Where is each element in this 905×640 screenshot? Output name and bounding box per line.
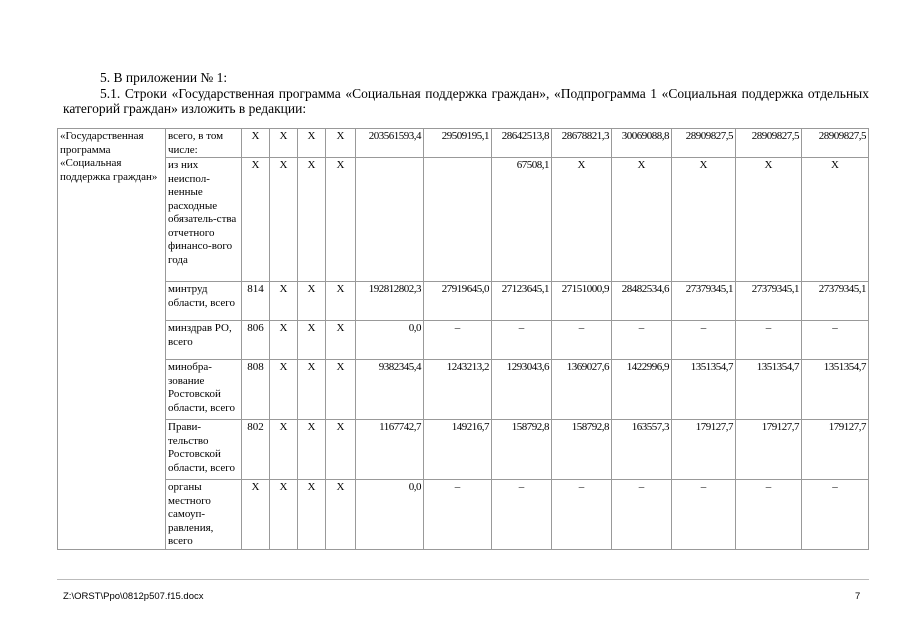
code-cell: X (326, 321, 356, 360)
value-cell: 28678821,3 (552, 129, 612, 158)
code-cell: X (298, 420, 326, 480)
value-cell: – (736, 480, 802, 550)
value-cell: 0,0 (356, 480, 424, 550)
value-cell: 28642513,8 (492, 129, 552, 158)
intro-line-1: 5. В приложении № 1: (100, 70, 228, 85)
value-cell: – (424, 321, 492, 360)
value-cell: 203561593,4 (356, 129, 424, 158)
value-cell: 179127,7 (802, 420, 869, 480)
row-name-cell: минздрав РО, всего (166, 321, 242, 360)
footer-page-number: 7 (855, 591, 861, 602)
value-cell: X (552, 158, 612, 282)
budget-table (57, 128, 869, 550)
row-name-cell: минтруд области, всего (166, 282, 242, 321)
intro-text (63, 70, 869, 117)
value-cell: – (552, 480, 612, 550)
intro-line-2: 5.1. Строки «Государственная программа «Социальная поддержка граждан», «Подпрограмма 1 «Социальная поддержка отдельных категорий граждан» изложить в редакции: (63, 85, 869, 116)
code-cell: X (242, 480, 270, 550)
value-cell: 28909827,5 (802, 129, 869, 158)
code-cell: X (298, 480, 326, 550)
value-cell: 192812802,3 (356, 282, 424, 321)
footer-divider (57, 579, 869, 580)
table-row (58, 282, 869, 321)
value-cell: 29509195,1 (424, 129, 492, 158)
code-cell: 814 (242, 282, 270, 321)
value-cell: 1243213,2 (424, 360, 492, 420)
value-cell: 67508,1 (492, 158, 552, 282)
code-cell: 806 (242, 321, 270, 360)
value-cell: 1351354,7 (736, 360, 802, 420)
value-cell: 28909827,5 (672, 129, 736, 158)
table-row (58, 158, 869, 282)
code-cell: X (326, 129, 356, 158)
value-cell: 28482534,6 (612, 282, 672, 321)
code-cell: X (298, 129, 326, 158)
value-cell: 1422996,9 (612, 360, 672, 420)
table-row (58, 321, 869, 360)
value-cell: – (552, 321, 612, 360)
code-cell: X (270, 321, 298, 360)
code-cell: X (270, 360, 298, 420)
program-title-cell: «Государственная программа «Социальная поддержка граждан» (58, 129, 166, 550)
value-cell: 9382345,4 (356, 360, 424, 420)
code-cell: X (270, 158, 298, 282)
value-cell: – (736, 321, 802, 360)
code-cell: X (270, 480, 298, 550)
value-cell: 27379345,1 (736, 282, 802, 321)
value-cell: 27151000,9 (552, 282, 612, 321)
value-cell: 179127,7 (672, 420, 736, 480)
value-cell: – (612, 321, 672, 360)
value-cell: 179127,7 (736, 420, 802, 480)
code-cell: X (326, 420, 356, 480)
code-cell: 802 (242, 420, 270, 480)
value-cell: – (424, 480, 492, 550)
value-cell: X (736, 158, 802, 282)
code-cell: X (242, 158, 270, 282)
code-cell: X (326, 360, 356, 420)
value-cell (356, 158, 424, 282)
value-cell: 27379345,1 (672, 282, 736, 321)
value-cell: X (672, 158, 736, 282)
value-cell: 149216,7 (424, 420, 492, 480)
row-name-cell: из них неиспол-ненные расходные обязатель-ства отчетного финансо-вого года (166, 158, 242, 282)
code-cell: X (298, 158, 326, 282)
code-cell: X (242, 129, 270, 158)
table-row (58, 129, 869, 158)
table-row (58, 480, 869, 550)
value-cell: X (802, 158, 869, 282)
value-cell: 158792,8 (492, 420, 552, 480)
code-cell: X (298, 360, 326, 420)
value-cell: – (492, 321, 552, 360)
code-cell: X (270, 282, 298, 321)
value-cell: 163557,3 (612, 420, 672, 480)
value-cell: 30069088,8 (612, 129, 672, 158)
value-cell: 27919645,0 (424, 282, 492, 321)
value-cell: – (672, 321, 736, 360)
row-name-cell: всего, в том числе: (166, 129, 242, 158)
value-cell: 28909827,5 (736, 129, 802, 158)
value-cell: 1351354,7 (802, 360, 869, 420)
value-cell: X (612, 158, 672, 282)
value-cell: 1351354,7 (672, 360, 736, 420)
table-row (58, 360, 869, 420)
row-name-cell: минобра-зование Ростовской области, всего (166, 360, 242, 420)
code-cell: X (326, 480, 356, 550)
value-cell: – (492, 480, 552, 550)
table-row (58, 420, 869, 480)
code-cell: X (270, 129, 298, 158)
value-cell: – (802, 480, 869, 550)
row-name-cell: органы местного самоуп-равления, всего (166, 480, 242, 550)
value-cell: 0,0 (356, 321, 424, 360)
code-cell: X (326, 282, 356, 321)
code-cell: 808 (242, 360, 270, 420)
value-cell: 1369027,6 (552, 360, 612, 420)
value-cell: – (672, 480, 736, 550)
value-cell: 158792,8 (552, 420, 612, 480)
value-cell: – (612, 480, 672, 550)
code-cell: X (270, 420, 298, 480)
code-cell: X (298, 282, 326, 321)
row-name-cell: Прави-тельство Ростовской области, всего (166, 420, 242, 480)
value-cell (424, 158, 492, 282)
value-cell: 27123645,1 (492, 282, 552, 321)
value-cell: – (802, 321, 869, 360)
value-cell: 1293043,6 (492, 360, 552, 420)
value-cell: 27379345,1 (802, 282, 869, 321)
footer-file-path: Z:\ORST\Ppo\0812p507.f15.docx (63, 591, 204, 602)
value-cell: 1167742,7 (356, 420, 424, 480)
code-cell: X (298, 321, 326, 360)
code-cell: X (326, 158, 356, 282)
